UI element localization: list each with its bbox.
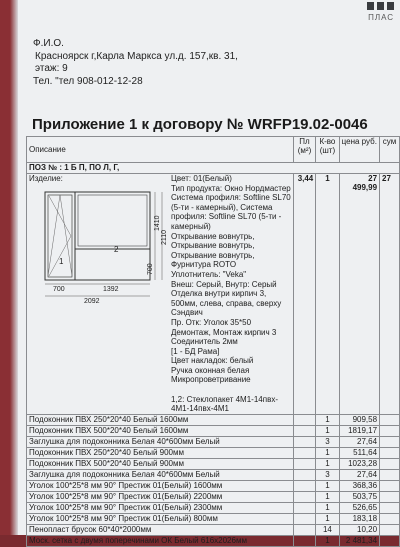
description-line: Открывание вовнутрь,: [171, 241, 255, 251]
row-price: 27,64: [339, 469, 379, 480]
row-name: Подоконник ПВХ 500*20*40 Белый 900мм: [27, 458, 294, 469]
row-area: [293, 447, 316, 458]
row-name: Подоконник ПВХ 250*20*40 Белый 1600мм: [27, 414, 294, 425]
position-cell: [27, 174, 294, 415]
page-edge-shadow: [0, 0, 18, 535]
row-qty: 1: [316, 458, 339, 469]
row-qty: 14: [316, 524, 339, 535]
dim-right-upper: 1410: [154, 215, 161, 231]
row-name: Заглушка для подоконника Белая 40*600мм Белый: [27, 469, 294, 480]
position-row: [27, 174, 400, 415]
position-price: 27 499,99: [339, 174, 379, 415]
table-row: [27, 491, 400, 502]
sash-number: 2: [114, 245, 119, 254]
row-price: 10,20: [339, 524, 379, 535]
row-name: Пенопласт брусок 60*40*2000мм: [27, 524, 294, 535]
position-description: [171, 174, 291, 414]
row-area: [293, 535, 316, 546]
description-line: [171, 385, 291, 395]
row-name: Уголок 100*25*8 мм 90° Престиж 01(Белый) 1600мм: [27, 480, 294, 491]
row-price: 183,18: [339, 513, 379, 524]
position-label-row: [27, 163, 400, 174]
position-qty: 1: [316, 174, 339, 415]
row-name: Моск. сетка с двумя поперечинами ОК Белый 616х2026мм: [27, 535, 294, 546]
row-sum: [380, 458, 400, 469]
description-line: Сэндвич: [171, 308, 203, 318]
dim-right-total: 2110: [161, 229, 168, 245]
description-line: Ручка оконная белая: [171, 365, 250, 375]
header-price: цена руб.: [339, 137, 379, 163]
position-label: ПОЗ № : 1 Б П, ПО Л, Г,: [27, 163, 400, 174]
table-row: [27, 447, 400, 458]
row-qty: 1: [316, 502, 339, 513]
row-area: [293, 458, 316, 469]
header-description: Описание: [27, 137, 294, 163]
dim-right-lower: 700: [147, 263, 154, 275]
row-sum: [380, 513, 400, 524]
description-line: Цвет: 01(Белый): [171, 174, 232, 183]
description-line: Микропроветривание: [171, 375, 251, 385]
sash-number: 1: [59, 257, 64, 266]
description-line: профиля: Softline SL70 (5-ти -: [171, 212, 282, 222]
row-sum: [380, 414, 400, 425]
table-row: [27, 502, 400, 513]
description-line: [1 - БД Рама]: [171, 346, 220, 356]
row-name: Подоконник ПВХ 250*20*40 Белый 900мм: [27, 447, 294, 458]
row-price: 2 481,34: [339, 535, 379, 546]
description-line: Уплотнитель: "Veka": [171, 269, 247, 279]
row-area: [293, 436, 316, 447]
row-sum: [380, 535, 400, 546]
row-name: Уголок 100*25*8 мм 90° Престиж 01(Белый) 800мм: [27, 513, 294, 524]
header-sum: сум: [380, 137, 400, 163]
description-line: Демонтаж, Монтаж кирпич 3: [171, 327, 277, 337]
description-line: Отделка внутри кирпич 3,: [171, 289, 267, 299]
row-name: Уголок 100*25*8 мм 90° Престиж 01(Белый) 2300мм: [27, 502, 294, 513]
header-area: Пл (м²): [293, 137, 316, 163]
description-line: Внеш: Серый, Внутр: Серый: [171, 279, 277, 289]
description-line: Система профиля: Softline SL70: [171, 193, 291, 203]
row-price: 1023,28: [339, 458, 379, 469]
row-sum: [380, 524, 400, 535]
dim-bottom-right: 1392: [103, 286, 119, 293]
table-row: [27, 513, 400, 524]
row-sum: [380, 436, 400, 447]
specification-table: [26, 136, 400, 547]
description-line: 500мм, слева, справа, сверху: [171, 298, 282, 308]
window-frame-diagram: [29, 183, 169, 308]
row-sum: [380, 447, 400, 458]
row-qty: 1: [316, 535, 339, 546]
phone-line: Тел. "тел 908-012-12-28: [33, 76, 143, 87]
logo-text: ПЛАС: [368, 13, 394, 22]
description-line: Пр. Отк: Уголок 35*50: [171, 317, 252, 327]
company-logo: [348, 2, 394, 24]
row-qty: 3: [316, 436, 339, 447]
row-name: Подоконник ПВХ 500*20*40 Белый 1600мм: [27, 425, 294, 436]
row-price: 27,64: [339, 436, 379, 447]
description-line: Открывание вовнутрь,: [171, 231, 255, 241]
document-title: Приложение 1 к договору № WRFP19.02-0046: [32, 116, 368, 133]
table-row: [27, 414, 400, 425]
description-line: 1,2: Стеклопакет 4М1-14пвх-: [171, 394, 278, 404]
table-row: [27, 469, 400, 480]
description-line: Соединитель 2мм: [171, 337, 238, 347]
row-qty: 1: [316, 414, 339, 425]
row-qty: 1: [316, 491, 339, 502]
row-area: [293, 502, 316, 513]
row-sum: [380, 491, 400, 502]
row-qty: 1: [316, 425, 339, 436]
row-sum: [380, 469, 400, 480]
row-qty: 1: [316, 480, 339, 491]
row-sum: [380, 425, 400, 436]
row-sum: [380, 480, 400, 491]
header-qty: К-во (шт): [316, 137, 339, 163]
row-area: [293, 480, 316, 491]
row-area: [293, 491, 316, 502]
row-price: 503,75: [339, 491, 379, 502]
logo-mark-icon: [348, 2, 394, 10]
table-header-row: [27, 137, 400, 163]
row-price: 511,64: [339, 447, 379, 458]
accessory-rows: [27, 414, 400, 546]
row-sum: [380, 502, 400, 513]
description-line: Цвет накладок: белый: [171, 356, 254, 366]
description-line: Тип продукта: Окно Нордмастер: [171, 183, 291, 193]
row-price: 368,36: [339, 480, 379, 491]
row-area: [293, 469, 316, 480]
row-qty: 1: [316, 513, 339, 524]
table-row: [27, 535, 400, 546]
description-line: камерный): [171, 221, 211, 231]
row-area: [293, 414, 316, 425]
row-qty: 3: [316, 469, 339, 480]
table-row: [27, 436, 400, 447]
table-row: [27, 425, 400, 436]
row-area: [293, 524, 316, 535]
dim-bottom-left: 700: [53, 286, 65, 293]
description-line: (5-ти - камерный), Система: [171, 202, 273, 212]
description-line: Открывание вовнутрь,: [171, 250, 255, 260]
address-line-2: этаж: 9: [35, 63, 68, 74]
position-area: 3,44: [293, 174, 316, 415]
row-price: 526,65: [339, 502, 379, 513]
row-price: 909,58: [339, 414, 379, 425]
fio-label: Ф.И.О.: [33, 38, 64, 49]
row-price: 1819,17: [339, 425, 379, 436]
table-row: [27, 480, 400, 491]
row-qty: 1: [316, 447, 339, 458]
row-area: [293, 513, 316, 524]
position-sum: 27: [380, 174, 400, 415]
address-line-1: Красноярск г,Карла Маркса ул.д. 157,кв. 31,: [35, 51, 238, 62]
row-name: Уголок 100*25*8 мм 90° Престиж 01(Белый) 2200мм: [27, 491, 294, 502]
row-name: Заглушка для подоконника Белая 40*600мм Белый: [27, 436, 294, 447]
description-line: 4М1-14пвх-4М1: [171, 404, 229, 414]
dim-total-width: 2092: [84, 298, 100, 305]
table-row: [27, 458, 400, 469]
item-label: Изделие:: [29, 174, 63, 183]
row-area: [293, 425, 316, 436]
window-drawing: [29, 183, 169, 308]
table-row: [27, 524, 400, 535]
description-line: Фурнитура ROTO: [171, 260, 237, 270]
